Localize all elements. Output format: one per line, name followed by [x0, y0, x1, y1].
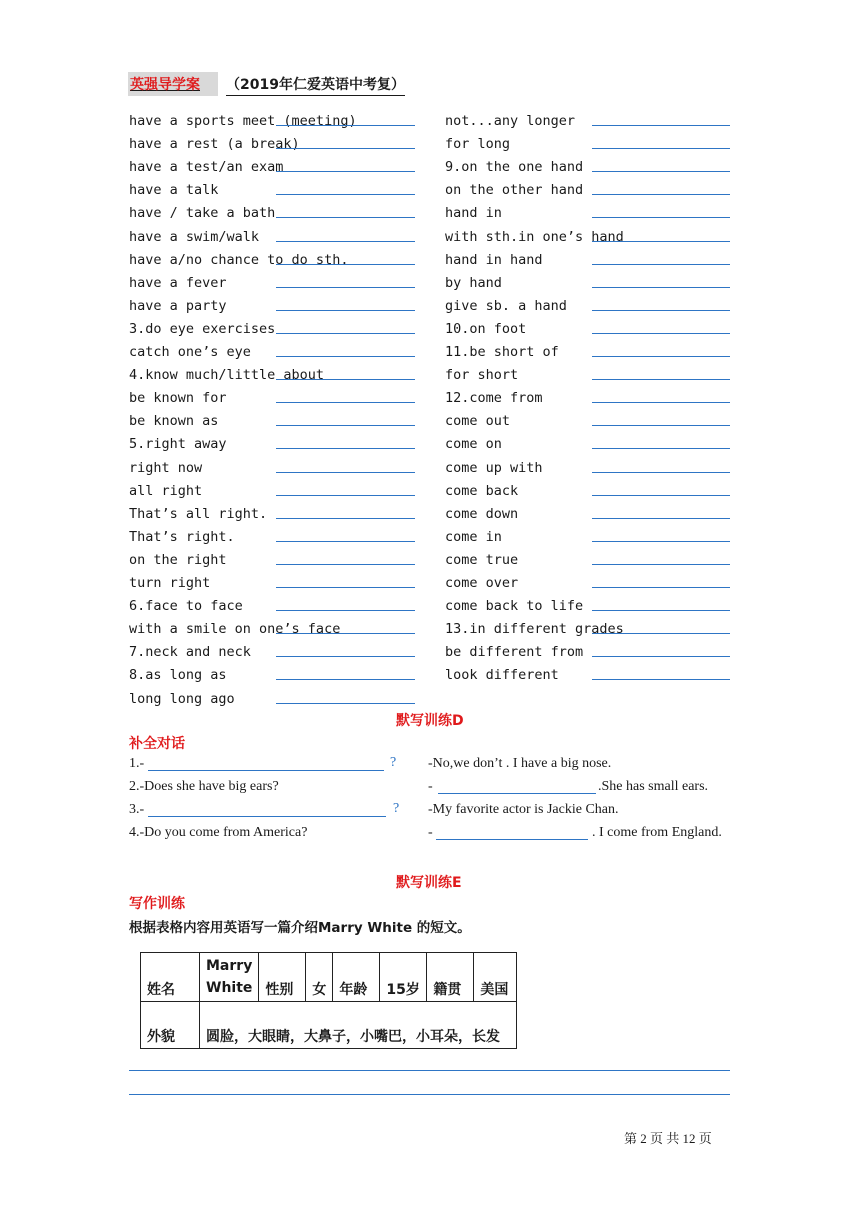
- vocab-phrase: turn right: [129, 575, 211, 591]
- vocab-phrase: 4.know much/little about: [129, 367, 325, 384]
- answer-blank[interactable]: [592, 217, 730, 218]
- answer-blank[interactable]: [592, 402, 730, 403]
- vocab-item: [445, 360, 518, 383]
- answer-blank[interactable]: [276, 564, 415, 565]
- answer-blank[interactable]: [276, 448, 415, 449]
- vocab-phrase: catch one’s eye: [129, 344, 251, 360]
- vocab-phrase: come up with: [445, 459, 543, 476]
- answer-blank[interactable]: [276, 148, 415, 149]
- vocab-phrase: have / take a bath: [129, 205, 276, 222]
- vocab-phrase: come in: [445, 528, 502, 545]
- vocab-item: [129, 499, 267, 522]
- vocab-item: [129, 268, 227, 291]
- writing-instruction: 根据表格内容用英语写一篇介绍Marry White 的短文。: [129, 920, 471, 936]
- section-e-subtitle: 写作训练: [129, 896, 185, 912]
- answer-blank[interactable]: [276, 356, 415, 357]
- writing-line[interactable]: [129, 1070, 730, 1071]
- answer-blank[interactable]: [592, 194, 730, 195]
- vocab-item: [445, 198, 502, 221]
- vocab-phrase: have a sports meet (meeting): [129, 113, 357, 129]
- answer-blank[interactable]: [276, 633, 415, 634]
- vocab-phrase: with sth.in one’s hand: [445, 228, 624, 245]
- vocab-item: [445, 383, 543, 406]
- answer-blank[interactable]: [592, 679, 730, 680]
- answer-blank[interactable]: [592, 333, 730, 334]
- brand-label: 英强导学案: [128, 72, 218, 96]
- table-row: [141, 953, 517, 1002]
- vocab-phrase: 7.neck and neck: [129, 644, 251, 661]
- vocab-item: [445, 129, 510, 152]
- vocab-phrase: come back: [445, 482, 519, 499]
- answer-blank[interactable]: [592, 495, 730, 496]
- vocab-phrase: have a/no chance to do sth.: [129, 251, 349, 268]
- answer-blank[interactable]: [276, 610, 415, 611]
- answer-blank[interactable]: [592, 241, 730, 242]
- answer-blank[interactable]: [276, 241, 415, 242]
- answer-blank[interactable]: [276, 541, 415, 542]
- dialogue-3-right: -My favorite actor is Jackie Chan.: [428, 802, 619, 817]
- vocab-phrase: have a rest (a break): [129, 136, 300, 153]
- answer-blank[interactable]: [592, 148, 730, 149]
- question-mark: ?: [390, 755, 397, 770]
- vocab-item: [129, 383, 227, 406]
- vocab-item: [129, 152, 283, 175]
- vocab-item: [445, 591, 583, 614]
- table-cell: 美国: [474, 953, 517, 1002]
- answer-blank[interactable]: [276, 587, 415, 588]
- writing-line[interactable]: [129, 1094, 730, 1095]
- vocab-item: [129, 660, 227, 683]
- answer-blank[interactable]: [592, 587, 730, 588]
- vocab-item: [129, 591, 243, 614]
- answer-blank[interactable]: [592, 171, 730, 172]
- answer-blank[interactable]: [276, 171, 415, 172]
- vocab-phrase: for long: [445, 136, 511, 153]
- vocab-item: [445, 637, 583, 660]
- answer-blank[interactable]: [592, 379, 730, 380]
- vocab-phrase: long long ago: [129, 690, 235, 707]
- info-table: [140, 952, 517, 1049]
- vocab-item: [445, 545, 518, 568]
- vocab-item: [445, 522, 502, 545]
- vocab-phrase: by hand: [445, 274, 502, 291]
- vocab-phrase: on the other hand: [445, 182, 584, 199]
- dialogue-2-left: 2.-Does she have big ears?: [129, 779, 279, 794]
- vocab-phrase: give sb. a hand: [445, 297, 567, 314]
- vocab-phrase: come back to life: [445, 598, 584, 615]
- vocab-phrase: come over: [445, 575, 519, 591]
- answer-blank[interactable]: [592, 656, 730, 657]
- answer-blank[interactable]: [276, 425, 415, 426]
- vocab-phrase: right now: [129, 459, 203, 476]
- answer-blank[interactable]: [276, 679, 415, 680]
- answer-blank[interactable]: [276, 310, 415, 311]
- vocab-phrase: on the right: [129, 551, 227, 568]
- vocab-phrase: with a smile on one’s face: [129, 621, 341, 638]
- vocab-item: [445, 429, 502, 452]
- dialogue-1-left: 1.-: [129, 756, 145, 771]
- table-cell: Marry White: [200, 953, 259, 1002]
- answer-blank[interactable]: [276, 264, 415, 265]
- page-header: [128, 74, 405, 96]
- vocab-item: [129, 568, 210, 591]
- vocab-item: [445, 476, 518, 499]
- vocab-phrase: 6.face to face: [129, 598, 243, 615]
- answer-blank[interactable]: [592, 633, 730, 634]
- section-d-subtitle: 补全对话: [129, 736, 185, 752]
- vocab-phrase: hand in hand: [445, 251, 543, 268]
- dialogue-1-right: -No,we don’t . I have a big nose.: [428, 756, 612, 771]
- vocab-phrase: have a party: [129, 297, 227, 314]
- answer-blank[interactable]: [592, 356, 730, 357]
- vocab-item: [445, 291, 567, 314]
- vocab-phrase: hand in: [445, 205, 502, 222]
- vocab-item: [129, 637, 251, 660]
- vocab-phrase: have a talk: [129, 182, 219, 199]
- vocab-item: [129, 291, 227, 314]
- answer-blank[interactable]: [276, 287, 415, 288]
- section-e-title: 默写训练E: [396, 875, 462, 891]
- vocab-phrase: have a test/an exam: [129, 159, 284, 176]
- answer-blank[interactable]: [592, 541, 730, 542]
- vocab-phrase: 11.be short of: [445, 344, 559, 360]
- table-cell: 外貌: [141, 1002, 200, 1049]
- header-subtitle: （2019年仁爱英语中考复）: [226, 74, 405, 96]
- dialogue-3-left: 3.-: [129, 802, 145, 817]
- vocab-phrase: That’s right.: [129, 528, 235, 545]
- answer-blank[interactable]: [276, 194, 415, 195]
- vocab-phrase: be different from: [445, 644, 584, 661]
- question-mark: ?: [393, 801, 400, 816]
- vocab-phrase: look different: [445, 667, 559, 684]
- vocab-item: [129, 476, 202, 499]
- table-cell: 性别: [259, 953, 306, 1002]
- vocab-phrase: 13.in different grades: [445, 621, 624, 638]
- vocab-item: [129, 684, 235, 707]
- table-cell: 女: [306, 953, 333, 1002]
- vocab-phrase: come out: [445, 413, 511, 430]
- vocab-phrase: have a swim/walk: [129, 228, 260, 245]
- page-number: 第 2 页 共 12 页: [624, 1131, 712, 1146]
- vocab-phrase: 9.on the one hand: [445, 159, 584, 176]
- answer-blank[interactable]: [276, 379, 415, 380]
- dialogue-2-dash: -: [428, 779, 433, 794]
- vocab-phrase: 3.do eye exercises: [129, 320, 276, 337]
- vocab-phrase: 8.as long as: [129, 667, 227, 684]
- answer-blank[interactable]: [436, 839, 588, 840]
- table-cell: 圆脸，大眼睛，大鼻子，小嘴巴，小耳朵，长发: [200, 1002, 517, 1049]
- vocab-item: [129, 175, 218, 198]
- answer-blank[interactable]: [592, 564, 730, 565]
- answer-blank[interactable]: [276, 518, 415, 519]
- vocab-phrase: 10.on foot: [445, 320, 527, 337]
- section-d-title: 默写训练D: [396, 713, 464, 729]
- vocab-phrase: not...any longer: [445, 113, 576, 129]
- vocab-item: [445, 106, 575, 129]
- vocab-item: [445, 245, 543, 268]
- vocab-item: [129, 129, 300, 152]
- table-cell: 年龄: [333, 953, 380, 1002]
- answer-blank[interactable]: [148, 770, 384, 771]
- answer-blank[interactable]: [148, 816, 386, 817]
- vocab-item: [129, 545, 227, 568]
- answer-blank[interactable]: [276, 495, 415, 496]
- vocab-phrase: all right: [129, 482, 203, 499]
- dialogue-4-right: . I come from England.: [592, 825, 722, 840]
- vocab-item: [129, 522, 235, 545]
- vocab-phrase: have a fever: [129, 274, 227, 291]
- answer-blank[interactable]: [592, 310, 730, 311]
- answer-blank[interactable]: [592, 125, 730, 126]
- table-row: [141, 1002, 517, 1049]
- answer-blank[interactable]: [276, 472, 415, 473]
- vocab-item: [129, 406, 218, 429]
- answer-blank[interactable]: [276, 125, 415, 126]
- vocab-phrase: come on: [445, 436, 502, 453]
- answer-blank[interactable]: [592, 425, 730, 426]
- vocab-phrase: be known for: [129, 390, 227, 407]
- vocab-phrase: be known as: [129, 413, 219, 430]
- vocab-item: [445, 314, 526, 337]
- answer-blank[interactable]: [592, 518, 730, 519]
- vocab-phrase: 12.come from: [445, 390, 543, 407]
- vocab-item: [445, 175, 583, 198]
- vocab-phrase: come true: [445, 551, 519, 568]
- answer-blank[interactable]: [592, 472, 730, 473]
- vocab-item: [445, 152, 583, 175]
- answer-blank[interactable]: [276, 333, 415, 334]
- dialogue-2-right: .She has small ears.: [598, 779, 709, 794]
- vocab-phrase: for short: [445, 367, 519, 384]
- table-cell: 姓名: [141, 953, 200, 1002]
- vocab-item: [445, 499, 518, 522]
- answer-blank[interactable]: [592, 610, 730, 611]
- answer-blank[interactable]: [276, 217, 415, 218]
- table-cell: 15岁: [380, 953, 427, 1002]
- vocab-phrase: 5.right away: [129, 436, 227, 453]
- answer-blank[interactable]: [592, 287, 730, 288]
- answer-blank[interactable]: [276, 703, 415, 704]
- table-cell: 籍贯: [427, 953, 474, 1002]
- dialogue-4-dash: -: [428, 825, 433, 840]
- vocab-item: [129, 222, 259, 245]
- vocab-item: [445, 568, 518, 591]
- vocab-phrase: come down: [445, 505, 519, 522]
- vocab-phrase: That’s all right.: [129, 505, 268, 522]
- vocab-item: [445, 268, 502, 291]
- vocab-item: [445, 406, 510, 429]
- vocab-item: [445, 453, 543, 476]
- vocab-item: [445, 660, 559, 683]
- vocab-item: [129, 429, 227, 452]
- answer-blank[interactable]: [592, 264, 730, 265]
- vocab-item: [129, 314, 275, 337]
- vocab-item: [129, 337, 251, 360]
- answer-blank[interactable]: [438, 793, 596, 794]
- answer-blank[interactable]: [276, 402, 415, 403]
- dialogue-4-left: 4.-Do you come from America?: [129, 825, 308, 840]
- answer-blank[interactable]: [276, 656, 415, 657]
- answer-blank[interactable]: [592, 448, 730, 449]
- vocab-item: [445, 337, 559, 360]
- vocab-item: [129, 453, 202, 476]
- vocab-item: [129, 198, 275, 221]
